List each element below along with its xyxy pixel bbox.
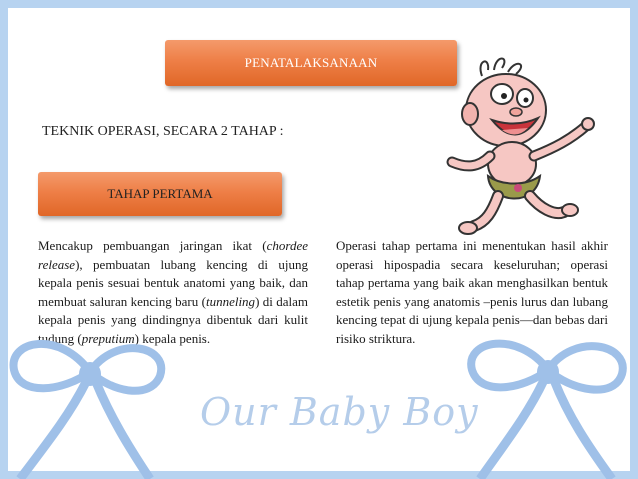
left-text-part: ) kepala penis. bbox=[134, 330, 211, 346]
title-banner bbox=[165, 40, 457, 86]
slide-title: PENATALAKSANAAN bbox=[244, 55, 378, 70]
right-paragraph: Operasi tahap pertama ini menentukan hasil akhir operasi hipospadia secara keseluruhan; operasi tahap pertama yang baik akan menghasilkan bentuk estetik penis yang anatomis –penis lurus dan lubang kencing tepat di ujung kepala penis—dan bebas dari risiko striktura. bbox=[336, 238, 608, 346]
left-text-part: ) di dalam kepala penis yang dindingnya dibentuk dari kulit tudung ( bbox=[38, 293, 308, 346]
stage-tab bbox=[38, 172, 282, 216]
left-text-part: ), pembuatan lubang kencing di ujung kepala penis sesuai bentuk anatomi yang baik, dan membuat saluran kencing baru ( bbox=[38, 256, 308, 309]
watermark-text: Our Baby Boy bbox=[200, 390, 479, 434]
ribbon-bow-left-icon bbox=[0, 330, 175, 479]
italic-term: chordee release bbox=[38, 238, 308, 272]
ribbon-bow-right-icon bbox=[452, 330, 638, 479]
italic-term: preputium bbox=[81, 330, 135, 346]
stage-tab-label: TAHAP PERTAMA bbox=[107, 186, 213, 201]
frame-top-border bbox=[0, 0, 638, 8]
italic-term: tunneling bbox=[205, 293, 256, 309]
left-text-part: Mencakup pembuangan jaringan ikat ( bbox=[38, 238, 267, 253]
cartoon-baby-illustration bbox=[430, 36, 610, 242]
section-subtitle: TEKNIK OPERASI, SECARA 2 TAHAP : bbox=[42, 124, 284, 139]
